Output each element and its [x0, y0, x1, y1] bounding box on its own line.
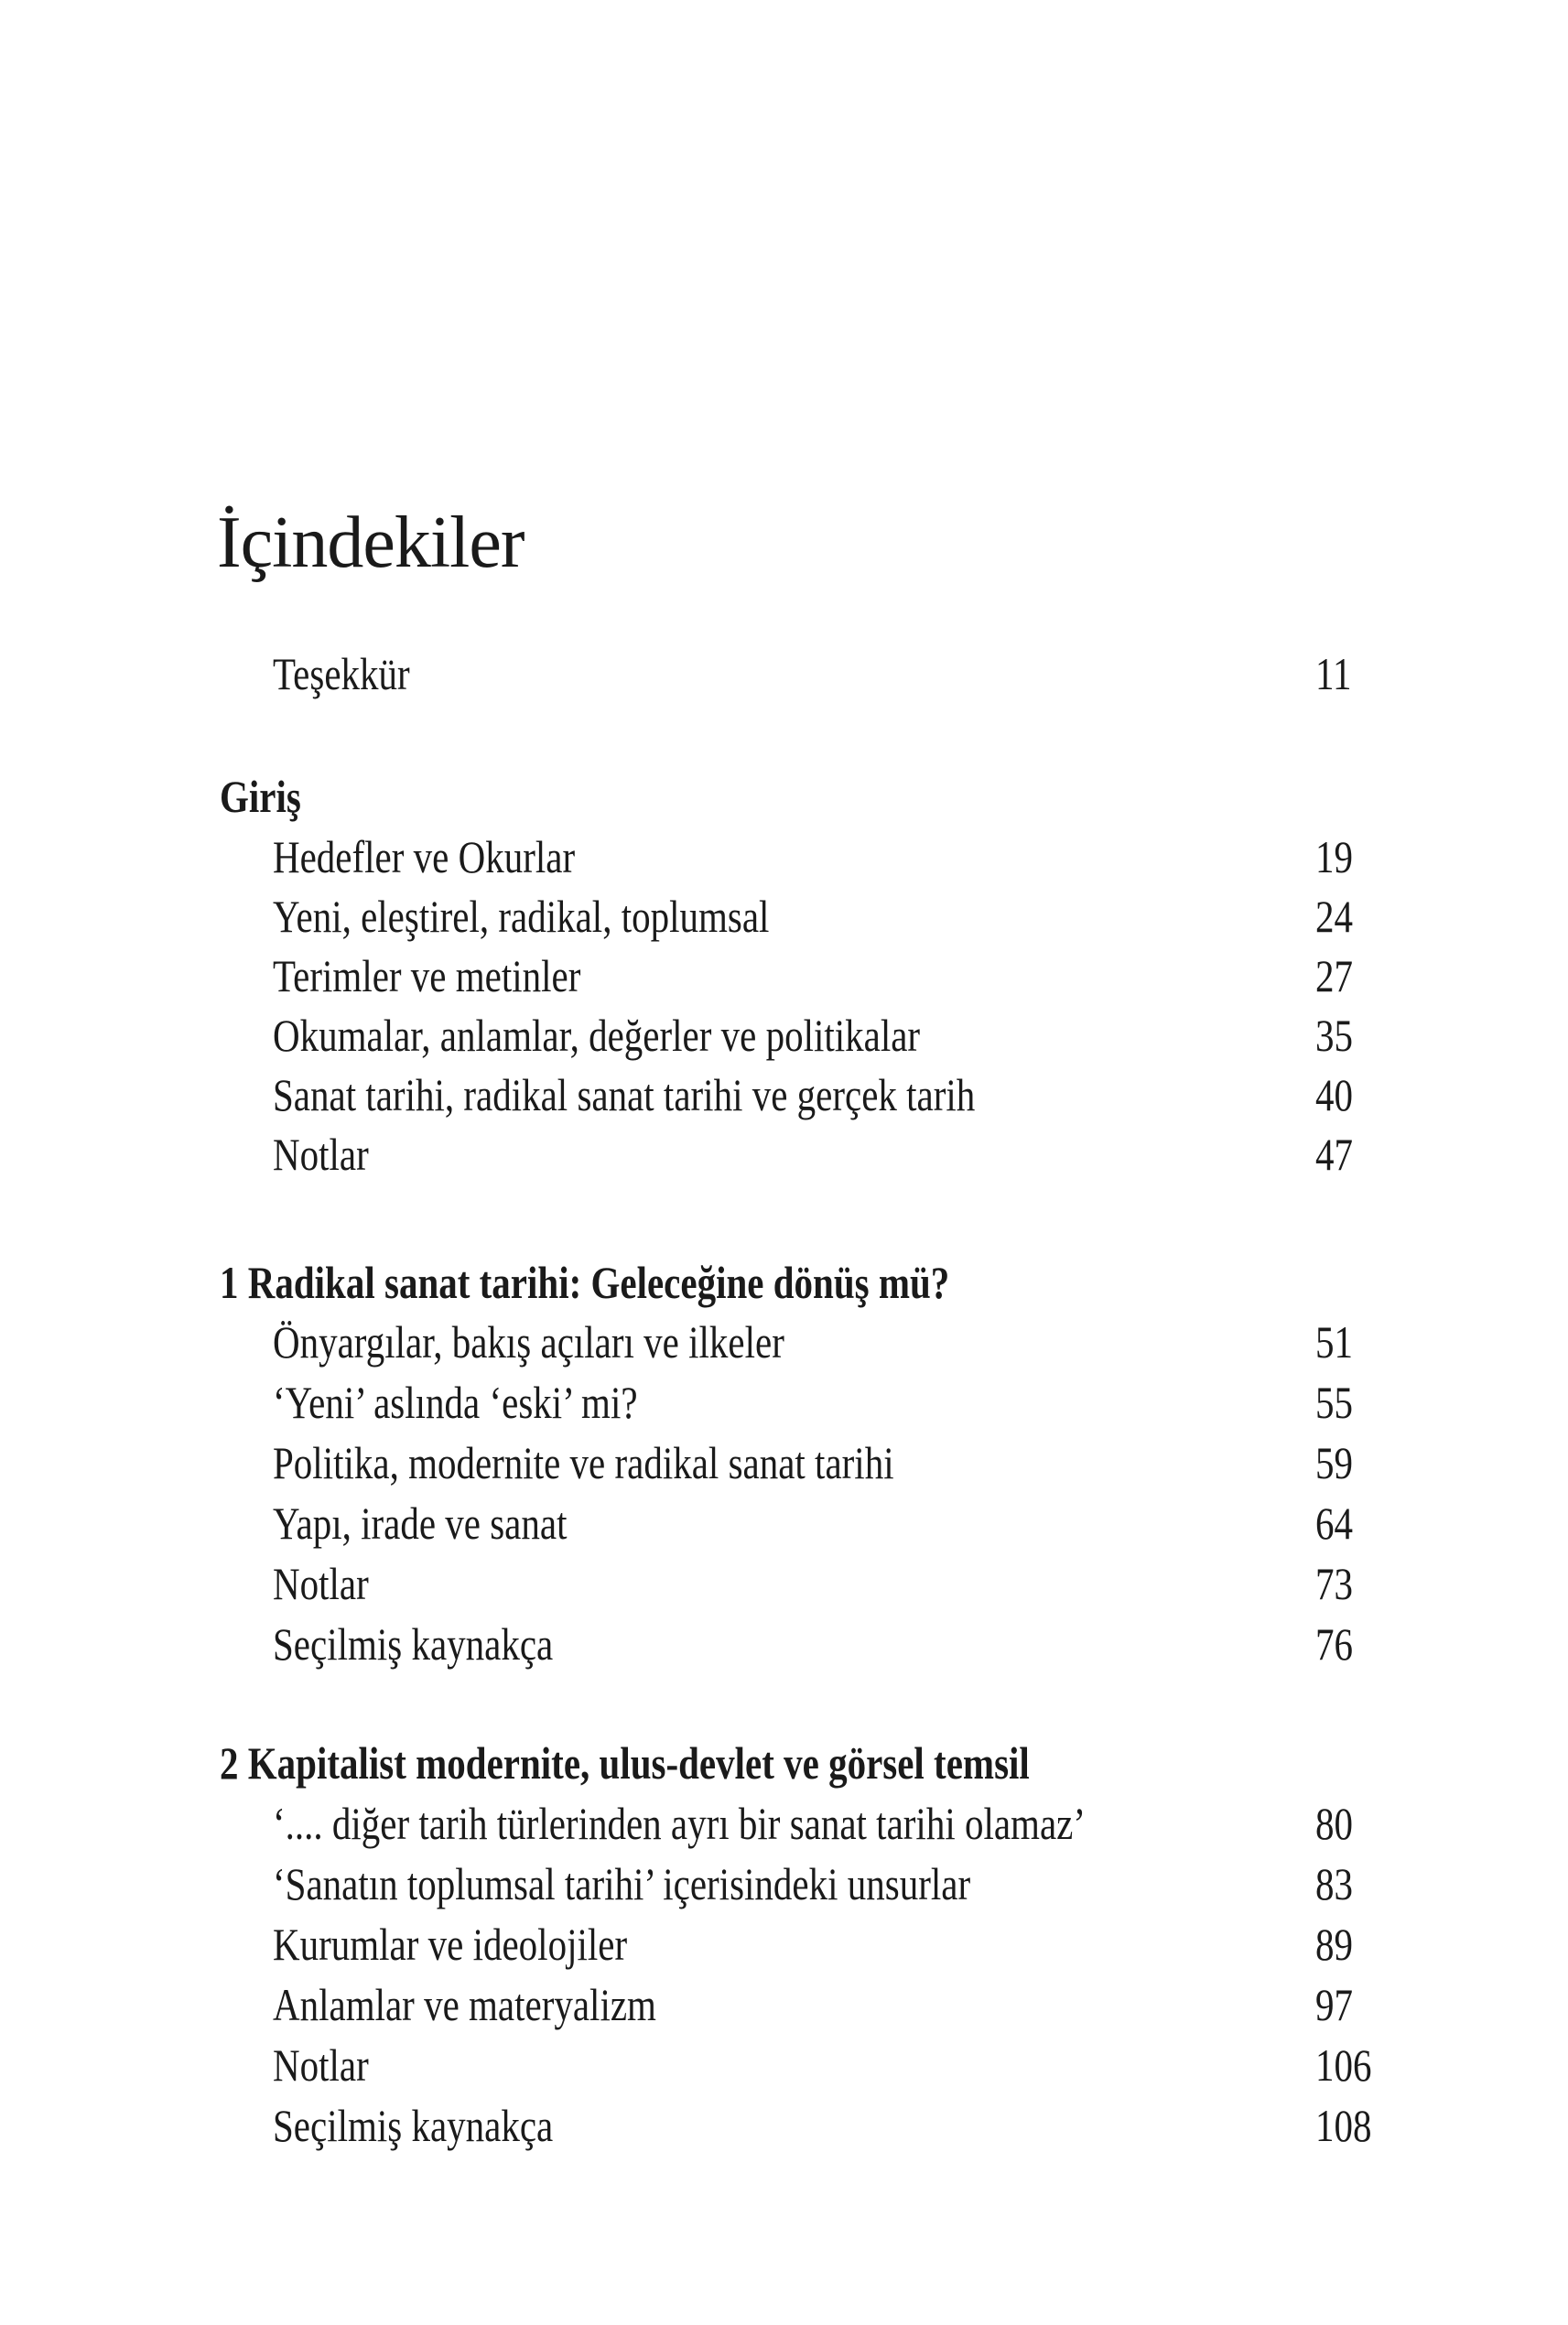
toc-entry-row [0, 888, 1568, 946]
toc-entry-row [0, 1555, 1568, 1614]
toc-page-number: 83 [1315, 1858, 1353, 1909]
toc-page-number: 76 [1315, 1618, 1353, 1670]
toc-page-number: 59 [1315, 1437, 1353, 1488]
toc-entry-label: Önyargılar, bakış açıları ve ilkeler [273, 1316, 784, 1368]
toc-entry-label: Okumalar, anlamlar, değerler ve politikalar [273, 1010, 921, 1061]
toc-heading-row [0, 1735, 1568, 1793]
toc-page-number: 19 [1315, 831, 1353, 882]
toc-entry-row [0, 1976, 1568, 2035]
toc-page-number: 47 [1315, 1129, 1353, 1180]
toc-page-number: 40 [1315, 1069, 1353, 1120]
toc-entry-label: Anlamlar ve materyalizm [273, 1979, 656, 2030]
toc-entry-label: Seçilmiş kaynakça [273, 1618, 554, 1670]
toc-entry-row [0, 1374, 1568, 1433]
toc-entry-label: Hedefler ve Okurlar [273, 831, 576, 882]
toc-entry-row [0, 828, 1568, 887]
toc-entry-row [0, 1066, 1568, 1125]
toc-entry-label: ‘Sanatın toplumsal tarihi’ içerisindeki unsurlar [273, 1858, 971, 1909]
toc-entry-label: Politika, modernite ve radikal sanat tarihi [273, 1437, 894, 1488]
section-heading-label: 1 Radikal sanat tarihi: Geleceğine dönüş mü? [220, 1257, 950, 1308]
toc-entry-row [0, 947, 1568, 1006]
toc-entry-row [0, 1434, 1568, 1493]
toc-page-number: 64 [1315, 1498, 1353, 1549]
toc-entry-row [0, 1855, 1568, 1914]
toc-entry-label: Seçilmiş kaynakça [273, 2100, 554, 2151]
toc-entry-label: Yeni, eleştirel, radikal, toplumsal [273, 891, 770, 942]
toc-heading-row [0, 1254, 1568, 1313]
toc-entry-label: Notlar [273, 1129, 369, 1180]
toc-entry-label: Terimler ve metinler [273, 950, 581, 1001]
toc-entry-label: Yapı, irade ve sanat [273, 1498, 568, 1549]
section-heading-label: Giriş [220, 771, 301, 822]
toc-page-number: 51 [1315, 1316, 1353, 1368]
section-heading-label: 2 Kapitalist modernite, ulus-devlet ve görsel temsil [220, 1737, 1030, 1789]
toc-entry-label: Kurumlar ve ideolojiler [273, 1919, 628, 1970]
toc-heading-row [0, 768, 1568, 827]
toc-page-number: 106 [1315, 2039, 1372, 2091]
toc-entry-row [0, 1616, 1568, 1674]
toc-page-number: 24 [1315, 891, 1353, 942]
toc-entry-label: ‘.... diğer tarih türlerinden ayrı bir sanat tarihi olamaz’ [273, 1798, 1086, 1849]
page-title: İçindekiler [217, 503, 524, 583]
toc-entry-label: Notlar [273, 1558, 369, 1609]
toc-entry-row [0, 1126, 1568, 1184]
toc-page-number: 11 [1315, 648, 1352, 699]
toc-page-number: 108 [1315, 2100, 1372, 2151]
toc-page-number: 80 [1315, 1798, 1353, 1849]
toc-entry-label: ‘Yeni’ aslında ‘eski’ mi? [273, 1377, 638, 1428]
toc-entry-row [0, 1916, 1568, 1974]
toc-entry-row [0, 645, 1568, 704]
toc-entry-label: Sanat tarihi, radikal sanat tarihi ve gerçek tarih [273, 1069, 976, 1120]
toc-entry-row [0, 1314, 1568, 1372]
toc-page-number: 89 [1315, 1919, 1353, 1970]
toc-entry-row [0, 1795, 1568, 1854]
toc-page-number: 35 [1315, 1010, 1353, 1061]
toc-page-number: 73 [1315, 1558, 1353, 1609]
toc-entry-row [0, 2097, 1568, 2156]
toc-entry-row [0, 1007, 1568, 1065]
toc-page-number: 55 [1315, 1377, 1353, 1428]
toc-entry-label: Teşekkür [273, 648, 410, 699]
toc-entry-row [0, 2037, 1568, 2095]
toc-entry-label: Notlar [273, 2039, 369, 2091]
toc-page-number: 27 [1315, 950, 1353, 1001]
toc-entry-row [0, 1495, 1568, 1553]
toc-page-number: 97 [1315, 1979, 1353, 2030]
